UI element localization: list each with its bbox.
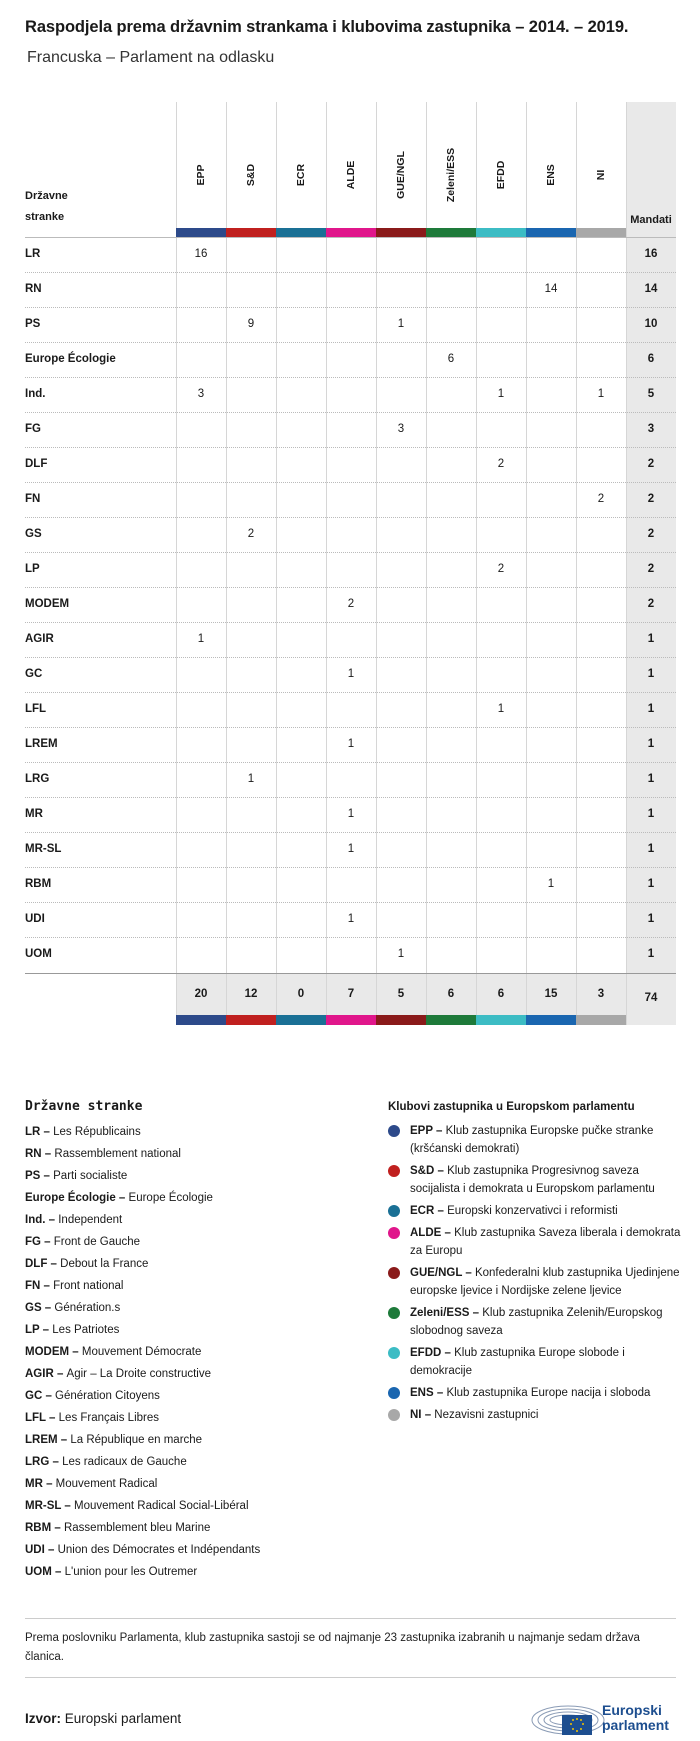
party-name: LREM (25, 738, 58, 750)
group-legend-item (388, 1406, 688, 1424)
party-name: RN (25, 283, 42, 295)
row-total: 1 (647, 773, 655, 785)
party-full-name: Front de Gauche (53, 1236, 141, 1248)
group-abbr: NI – (410, 1409, 435, 1421)
party-legend-item (25, 1279, 385, 1301)
table-row (25, 868, 676, 903)
group-header-label: EPP (195, 164, 207, 186)
group-abbr: Zeleni/ESS – (410, 1307, 483, 1319)
row-total: 5 (647, 388, 655, 400)
party-full-name: Rassemblement national (54, 1148, 181, 1160)
row-total: 1 (647, 913, 655, 925)
row-total: 1 (647, 948, 655, 960)
group-abbr: GUE/NGL – (410, 1267, 475, 1279)
logo-line-2: parlament (602, 1717, 669, 1733)
table-row (25, 623, 676, 658)
group-header (576, 130, 626, 220)
row-total: 1 (647, 878, 655, 890)
group-color-dot (388, 1227, 400, 1239)
table-row (25, 448, 676, 483)
party-name: FN (25, 493, 41, 505)
seat-count: 1 (397, 948, 405, 960)
party-abbr: FG – (25, 1236, 54, 1248)
party-full-name: Génération.s (54, 1302, 121, 1314)
group-color-dot (388, 1307, 400, 1319)
group-color-dot (388, 1165, 400, 1177)
seat-count: 1 (347, 668, 355, 680)
group-color-bar (376, 1015, 426, 1025)
group-total: 20 (194, 988, 208, 1000)
row-total: 1 (647, 668, 655, 680)
row-total: 3 (647, 423, 655, 435)
party-abbr: AGIR – (25, 1368, 67, 1380)
table-row (25, 903, 676, 938)
party-abbr: MODEM – (25, 1346, 82, 1358)
party-legend-item (25, 1411, 385, 1433)
party-full-name: L'union pour les Outremer (64, 1566, 198, 1578)
party-legend-item (25, 1543, 385, 1565)
group-header (276, 130, 326, 220)
group-color-bar (326, 1015, 376, 1025)
seat-count: 3 (197, 388, 205, 400)
seat-count: 1 (347, 808, 355, 820)
group-header-label: S&D (245, 163, 257, 187)
party-full-name: Front national (53, 1280, 124, 1292)
group-full-name: Klub zastupnika Europe nacija i sloboda (446, 1387, 651, 1399)
group-abbr: EPP – (410, 1125, 446, 1137)
party-full-name: Parti socialiste (53, 1170, 128, 1182)
group-full-name: Klub zastupnika Progresivnog saveza socijalista i demokrata u Europskom parlamentu (410, 1165, 655, 1195)
party-abbr: LFL – (25, 1412, 59, 1424)
party-full-name: Les Français Libres (58, 1412, 160, 1424)
group-color-dot (388, 1409, 400, 1421)
party-name: UOM (25, 948, 52, 960)
party-full-name: Les Patriotes (52, 1324, 120, 1336)
row-total: 6 (647, 353, 655, 365)
group-full-name: Klub zastupnika Europske pučke stranke (kršćanski demokrati) (410, 1125, 654, 1155)
page-subtitle: Francuska – Parlament na odlasku (27, 49, 275, 66)
party-full-name: Mouvement Radical Social-Libéral (74, 1500, 249, 1512)
group-abbr: S&D – (410, 1165, 448, 1177)
table-row (25, 658, 676, 693)
group-color-bar (526, 1015, 576, 1025)
table-row (25, 693, 676, 728)
party-abbr: Ind. – (25, 1214, 59, 1226)
group-legend-item (388, 1384, 688, 1402)
seat-count: 14 (544, 283, 558, 295)
party-name: AGIR (25, 633, 54, 645)
party-legend-item (25, 1147, 385, 1169)
row-total: 2 (647, 563, 655, 575)
party-full-name: Les radicaux de Gauche (62, 1456, 187, 1468)
party-legend-item (25, 1565, 385, 1587)
table-row (25, 413, 676, 448)
group-legend-item (388, 1224, 688, 1260)
group-legend-item (388, 1264, 688, 1300)
row-total: 1 (647, 703, 655, 715)
seat-count: 2 (247, 528, 255, 540)
party-full-name: Debout la France (60, 1258, 149, 1270)
party-name: GS (25, 528, 42, 540)
group-legend-item (388, 1304, 688, 1340)
party-name: Europe Écologie (25, 353, 116, 365)
party-legend-item (25, 1169, 385, 1191)
logo-wordmark (602, 1703, 669, 1733)
party-legend-item (25, 1125, 385, 1147)
source-line (25, 1711, 181, 1726)
group-abbr: ECR – (410, 1205, 448, 1217)
group-abbr: ALDE – (410, 1227, 455, 1239)
party-legend-item (25, 1455, 385, 1477)
group-header (426, 130, 476, 220)
seat-count: 3 (397, 423, 405, 435)
party-abbr: UDI – (25, 1544, 58, 1556)
party-name: UDI (25, 913, 45, 925)
seat-count: 1 (497, 703, 505, 715)
seat-count: 2 (597, 493, 605, 505)
total-header: Mandati (630, 214, 672, 226)
seat-count: 6 (447, 353, 455, 365)
party-legend-item (25, 1235, 385, 1257)
party-full-name: Independent (58, 1214, 123, 1226)
party-name: LP (25, 563, 40, 575)
group-full-name: Klub zastupnika Europe slobode i demokracije (410, 1347, 625, 1377)
group-header-label: GUE/NGL (395, 151, 407, 199)
group-legend-item (388, 1202, 688, 1220)
party-legend-item (25, 1213, 385, 1235)
party-name: DLF (25, 458, 48, 470)
groups-legend (388, 1122, 688, 1428)
group-full-name: Konfederalni klub zastupnika Ujedinjene europske ljevice i Nordijske zelene ljevice (410, 1267, 680, 1297)
party-abbr: DLF – (25, 1258, 61, 1270)
table-row (25, 553, 676, 588)
row-total: 14 (644, 283, 658, 295)
group-color-bar (176, 1015, 226, 1025)
group-header-label: EFDD (495, 160, 507, 190)
group-total: 0 (297, 988, 305, 1000)
group-header (226, 130, 276, 220)
party-name: GC (25, 668, 43, 680)
parties-legend (25, 1125, 385, 1587)
group-header-label: ENS (545, 164, 557, 186)
group-total: 15 (544, 988, 558, 1000)
row-total: 2 (647, 458, 655, 470)
seat-count: 16 (194, 248, 208, 260)
party-full-name: Les Républicains (53, 1126, 141, 1138)
group-color-bar (576, 1015, 626, 1025)
party-abbr: MR-SL – (25, 1500, 74, 1512)
party-abbr: Europe Écologie – (25, 1192, 129, 1204)
seat-count: 2 (497, 563, 505, 575)
group-legend-item (388, 1162, 688, 1198)
group-full-name: Europski konzervativci i reformisti (447, 1205, 618, 1217)
group-header-label: Zeleni/ESS (445, 147, 457, 203)
group-full-name: Klub zastupnika Zelenih/Europskog slobodnog saveza (410, 1307, 663, 1337)
grand-total: 74 (644, 992, 658, 1004)
seat-count: 9 (247, 318, 255, 330)
table-row (25, 588, 676, 623)
source-value: Europski parlament (64, 1711, 182, 1726)
party-full-name: Union des Démocrates et Indépendants (57, 1544, 261, 1556)
table-row (25, 518, 676, 553)
party-name: PS (25, 318, 41, 330)
group-color-dot (388, 1347, 400, 1359)
party-legend-item (25, 1521, 385, 1543)
group-full-name: Nezavisni zastupnici (434, 1409, 539, 1421)
table-row (25, 483, 676, 518)
table-row (25, 273, 676, 308)
party-full-name: Agir – La Droite constructive (66, 1368, 211, 1380)
group-header (526, 130, 576, 220)
party-abbr: MR – (25, 1478, 56, 1490)
party-legend-item (25, 1389, 385, 1411)
table-row (25, 728, 676, 763)
party-abbr: GS – (25, 1302, 55, 1314)
party-name: LRG (25, 773, 50, 785)
seat-count: 2 (497, 458, 505, 470)
groups-legend-title: Klubovi zastupnika u Europskom parlamentu (388, 1101, 635, 1113)
row-total: 1 (647, 738, 655, 750)
page-title: Raspodjela prema državnim strankama i klubovima zastupnika – 2014. – 2019. (25, 18, 629, 36)
party-name: MR-SL (25, 843, 62, 855)
party-abbr: RN – (25, 1148, 55, 1160)
party-abbr: GC – (25, 1390, 56, 1402)
party-abbr: LREM – (25, 1434, 71, 1446)
logo-line-1: Europski (602, 1702, 662, 1718)
party-legend-item (25, 1257, 385, 1279)
group-header (326, 130, 376, 220)
party-name: LFL (25, 703, 47, 715)
group-abbr: ENS – (410, 1387, 447, 1399)
row-total: 2 (647, 493, 655, 505)
seat-count: 1 (497, 388, 505, 400)
party-full-name: La République en marche (70, 1434, 203, 1446)
party-abbr: PS – (25, 1170, 54, 1182)
table-row (25, 833, 676, 868)
party-legend-item (25, 1323, 385, 1345)
group-color-dot (388, 1205, 400, 1217)
seat-count: 1 (347, 913, 355, 925)
group-color-bar (276, 1015, 326, 1025)
parties-legend-title: Državne stranke (25, 1099, 143, 1114)
group-legend-item (388, 1122, 688, 1158)
table-row (25, 798, 676, 833)
party-legend-item (25, 1345, 385, 1367)
table-row (25, 343, 676, 378)
row-total: 1 (647, 843, 655, 855)
group-header-label: NI (595, 169, 607, 181)
row-total: 2 (647, 528, 655, 540)
party-legend-item (25, 1367, 385, 1389)
party-abbr: UOM – (25, 1566, 65, 1578)
group-color-dot (388, 1125, 400, 1137)
row-total: 1 (647, 808, 655, 820)
table-row (25, 938, 676, 973)
source-label: Izvor: (25, 1711, 62, 1726)
seat-count: 1 (347, 843, 355, 855)
seat-count: 1 (547, 878, 555, 890)
group-header (376, 130, 426, 220)
group-color-bar (476, 1015, 526, 1025)
group-abbr: EFDD – (410, 1347, 455, 1359)
table-row (25, 308, 676, 343)
divider (25, 1677, 676, 1678)
party-abbr: LRG – (25, 1456, 63, 1468)
row-total: 1 (647, 633, 655, 645)
row-header: Državne stranke (25, 190, 68, 223)
seat-count: 1 (247, 773, 255, 785)
party-abbr: LP – (25, 1324, 53, 1336)
party-legend-item (25, 1433, 385, 1455)
footnote: Prema poslovniku Parlamenta, klub zastupnika sastoji se od najmanje 23 zastupnika izabranih u najmanje sedam država članica. (25, 1632, 640, 1663)
divider (25, 973, 676, 974)
group-total: 6 (447, 988, 455, 1000)
group-total: 12 (244, 988, 258, 1000)
party-legend-item (25, 1499, 385, 1521)
party-name: RBM (25, 878, 52, 890)
group-header (476, 130, 526, 220)
table-row (25, 238, 676, 273)
group-legend-item (388, 1344, 688, 1380)
party-legend-item (25, 1301, 385, 1323)
group-header-label: ECR (295, 163, 307, 187)
group-header (176, 130, 226, 220)
group-total: 3 (597, 988, 605, 1000)
party-legend-item (25, 1191, 385, 1213)
table-row (25, 378, 676, 413)
divider (25, 1618, 676, 1619)
party-full-name: Rassemblement bleu Marine (63, 1522, 211, 1534)
row-total: 2 (647, 598, 655, 610)
party-full-name: Génération Citoyens (55, 1390, 160, 1402)
party-abbr: RBM – (25, 1522, 64, 1534)
party-name: MODEM (25, 598, 70, 610)
group-total: 7 (347, 988, 355, 1000)
group-total: 6 (497, 988, 505, 1000)
seat-count: 1 (597, 388, 605, 400)
seat-count: 1 (197, 633, 205, 645)
party-name: LR (25, 248, 41, 260)
table-row (25, 763, 676, 798)
group-header-label: ALDE (345, 160, 357, 190)
group-color-dot (388, 1267, 400, 1279)
party-full-name: Mouvement Radical (55, 1478, 158, 1490)
party-name: FG (25, 423, 41, 435)
party-name: Ind. (25, 388, 46, 400)
group-total: 5 (397, 988, 405, 1000)
group-full-name: Klub zastupnika Saveza liberala i demokrata za Europu (410, 1227, 681, 1257)
seat-count: 2 (347, 598, 355, 610)
party-name: MR (25, 808, 43, 820)
party-legend-item (25, 1477, 385, 1499)
party-abbr: LR – (25, 1126, 54, 1138)
party-abbr: FN – (25, 1280, 54, 1292)
party-full-name: Mouvement Démocrate (81, 1346, 202, 1358)
row-total: 16 (644, 248, 658, 260)
row-total: 10 (644, 318, 658, 330)
party-full-name: Europe Écologie (128, 1192, 213, 1204)
group-color-bar (226, 1015, 276, 1025)
seat-count: 1 (347, 738, 355, 750)
group-color-dot (388, 1387, 400, 1399)
group-color-bar (426, 1015, 476, 1025)
seat-count: 1 (397, 318, 405, 330)
